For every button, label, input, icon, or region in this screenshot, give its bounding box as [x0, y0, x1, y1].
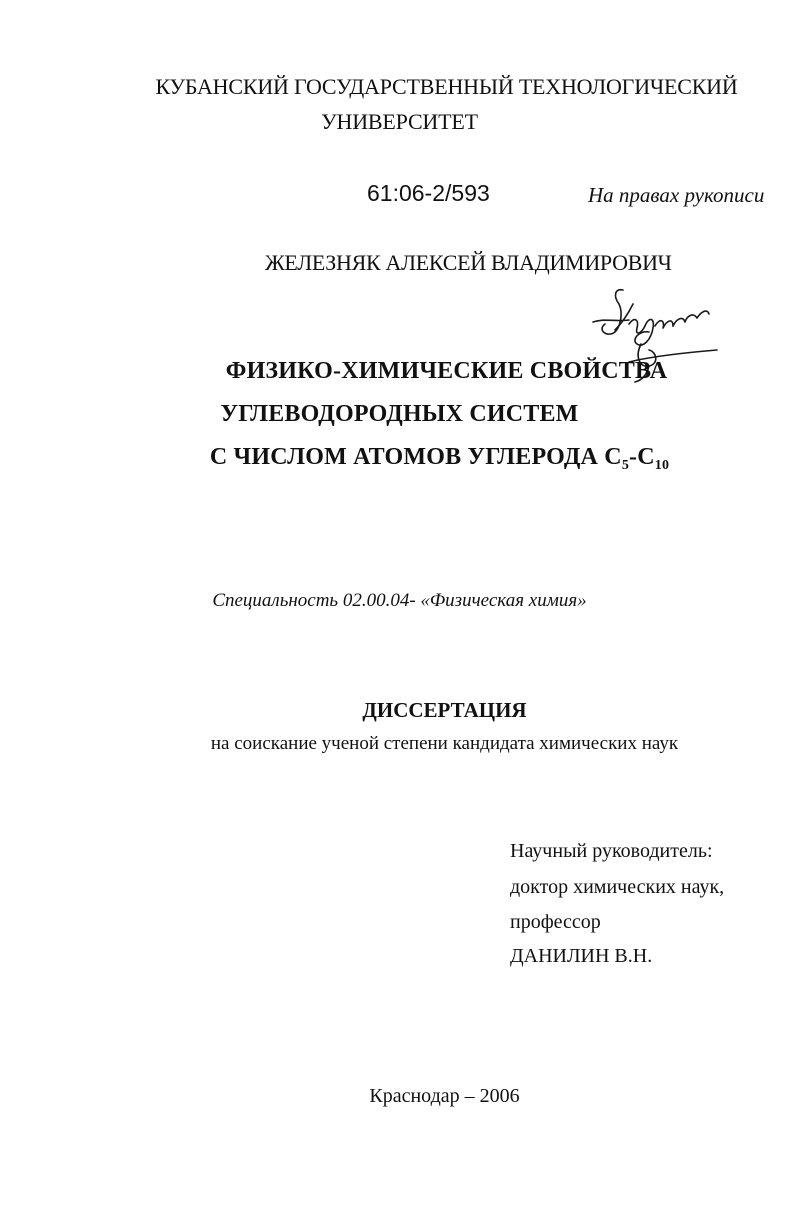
- rights-note: На правах рукописи: [588, 183, 765, 207]
- university-name-line1: КУБАНСКИЙ ГОСУДАРСТВЕННЫЙ ТЕХНОЛОГИЧЕСКИЙ: [155, 74, 738, 99]
- title-line3-prefix: С ЧИСЛОМ АТОМОВ УГЛЕРОДА С: [209, 444, 622, 470]
- supervisor-rank: профессор: [510, 911, 601, 933]
- registry-number: 61:06-2/593: [367, 180, 490, 206]
- title-line3: [40, 444, 799, 471]
- university-name-line2: УНИВЕРСИТЕТ: [321, 109, 478, 134]
- specialty-line: Специальность 02.00.04- «Физическая химия»: [212, 590, 587, 611]
- title-line2: УГЛЕВОДОРОДНЫХ СИСТЕМ: [220, 401, 579, 427]
- city-year: Краснодар – 2006: [369, 1085, 520, 1107]
- title-line3-subscript-5: 5: [621, 458, 630, 473]
- title-line3-subscript-10: 10: [654, 458, 670, 473]
- dissertation-purpose: на соискание ученой степени кандидата химических наук: [210, 733, 679, 754]
- supervisor-name: ДАНИЛИН В.Н.: [510, 945, 653, 967]
- supervisor-role: Научный руководитель:: [510, 840, 713, 862]
- title-line1: ФИЗИКО-ХИМИЧЕСКИЕ СВОЙСТВА: [225, 358, 668, 384]
- dissertation-label: ДИССЕРТАЦИЯ: [362, 698, 527, 722]
- title-line3-mid: -С: [629, 444, 655, 470]
- supervisor-degree: доктор химических наук,: [510, 876, 725, 898]
- author-name: ЖЕЛЕЗНЯК АЛЕКСЕЙ ВЛАДИМИРОВИЧ: [265, 250, 672, 275]
